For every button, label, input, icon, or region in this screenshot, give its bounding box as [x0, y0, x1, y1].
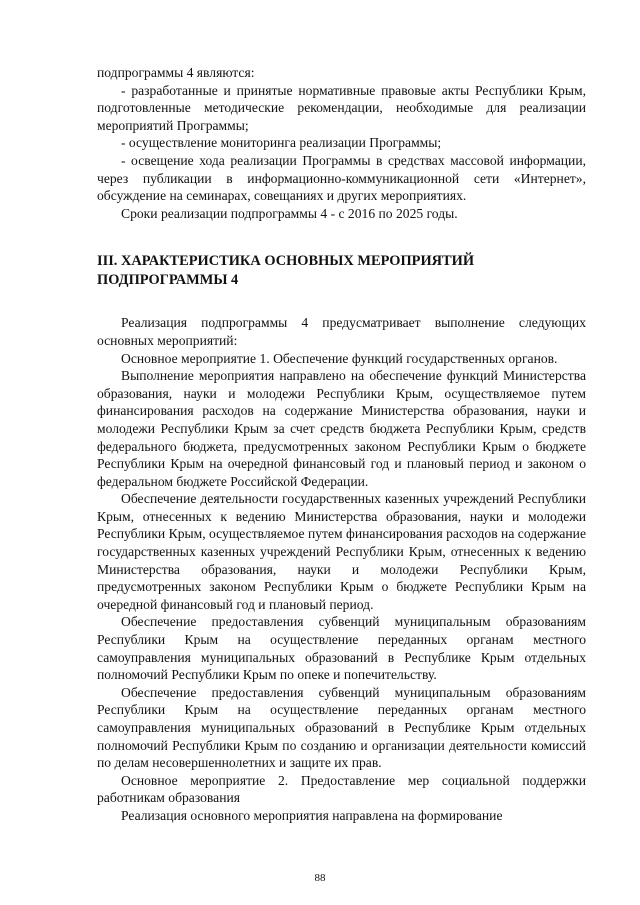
paragraph-subventions-guardianship: Обеспечение предоставления субвенций муниципальным образованиям Республики Крым на осуществление переданных органам местного самоуправления муниципальных образований в Республике Крым отдельных полномочий Республики Крым по опеке и попечительству.	[97, 614, 586, 683]
paragraph-implementation: Реализация основного мероприятия направлена на формирование	[121, 807, 503, 823]
paragraph-main-activity-1: Основное мероприятие 1. Обеспечение функций государственных органов.	[121, 350, 558, 366]
intro-item-media: - освещение хода реализации Программы в средствах массовой информации, через публикации в информационно-коммуникационной сети «Интернет», обсуждение на семинарах, совещаниях и других мероприятиях.	[97, 152, 586, 204]
paragraph-main-activity-2: Основное мероприятие 2. Предоставление мер социальной поддержки работникам образования	[97, 772, 586, 806]
paragraph-institutions-funding: Обеспечение деятельности государственных казенных учреждений Республики Крым, отнесенных к ведению Министерства образования, науки и молодежи Республики Крым, осуществляемое путем финансирования расходов на содержание государственных казенных учреждений Республики Крым, отнесенных к ведению Министерства образования, науки и молодежи Республики Крым, предусмотренных законом Республики Крым о бюджете Республики Крым на очередной финансовый год и плановый период.	[97, 491, 586, 612]
section-title-line1: III. ХАРАКТЕРИСТИКА ОСНОВНЫХ МЕРОПРИЯТИЙ	[97, 253, 475, 270]
intro-fragment: подпрограммы 4 являются:	[97, 65, 255, 80]
intro-item-regulations: - разработанные и принятые нормативные правовые акты Республики Крым, подготовленные методические рекомендации, необходимые для реализации мероприятий Программы;	[97, 82, 586, 133]
intro-item-monitoring: - осуществление мониторинга реализации Программы;	[121, 135, 442, 151]
page-number: 88	[314, 872, 326, 884]
paragraph-intro: Реализация подпрограммы 4 предусматривает выполнение следующих основных мероприятий:	[97, 315, 586, 348]
page-content	[97, 64, 586, 825]
paragraph-ministry-funding: Выполнение мероприятия направлено на обеспечение функций Министерства образования, науки и молодежи Республики Крым, осуществляемое путем финансирования расходов на содержание Министерства образования, науки и молодежи Республики Крым за счет средств бюджета Республики Крым, средств федерального бюджета, предусмотренных законом Республики Крым о бюджете Республики Крым на очередной финансовый год и плановый период и законом о федеральном бюджете Российской Федерации.	[97, 368, 586, 489]
paragraph-subventions-minors-commissions: Обеспечение предоставления субвенций муниципальным образованиям Республики Крым на осуществление переданных органам местного самоуправления муниципальных образований в Республике Крым отдельных полномочий Республики Крым по созданию и организации деятельности комиссий по делам несовершеннолетних и защите их прав.	[97, 684, 586, 771]
section-title-line2: ПОДПРОГРАММЫ 4	[97, 272, 239, 289]
terms-sentence: Сроки реализации подпрограммы 4 - с 2016 по 2025 годы.	[121, 205, 458, 221]
section-heading	[97, 252, 586, 290]
